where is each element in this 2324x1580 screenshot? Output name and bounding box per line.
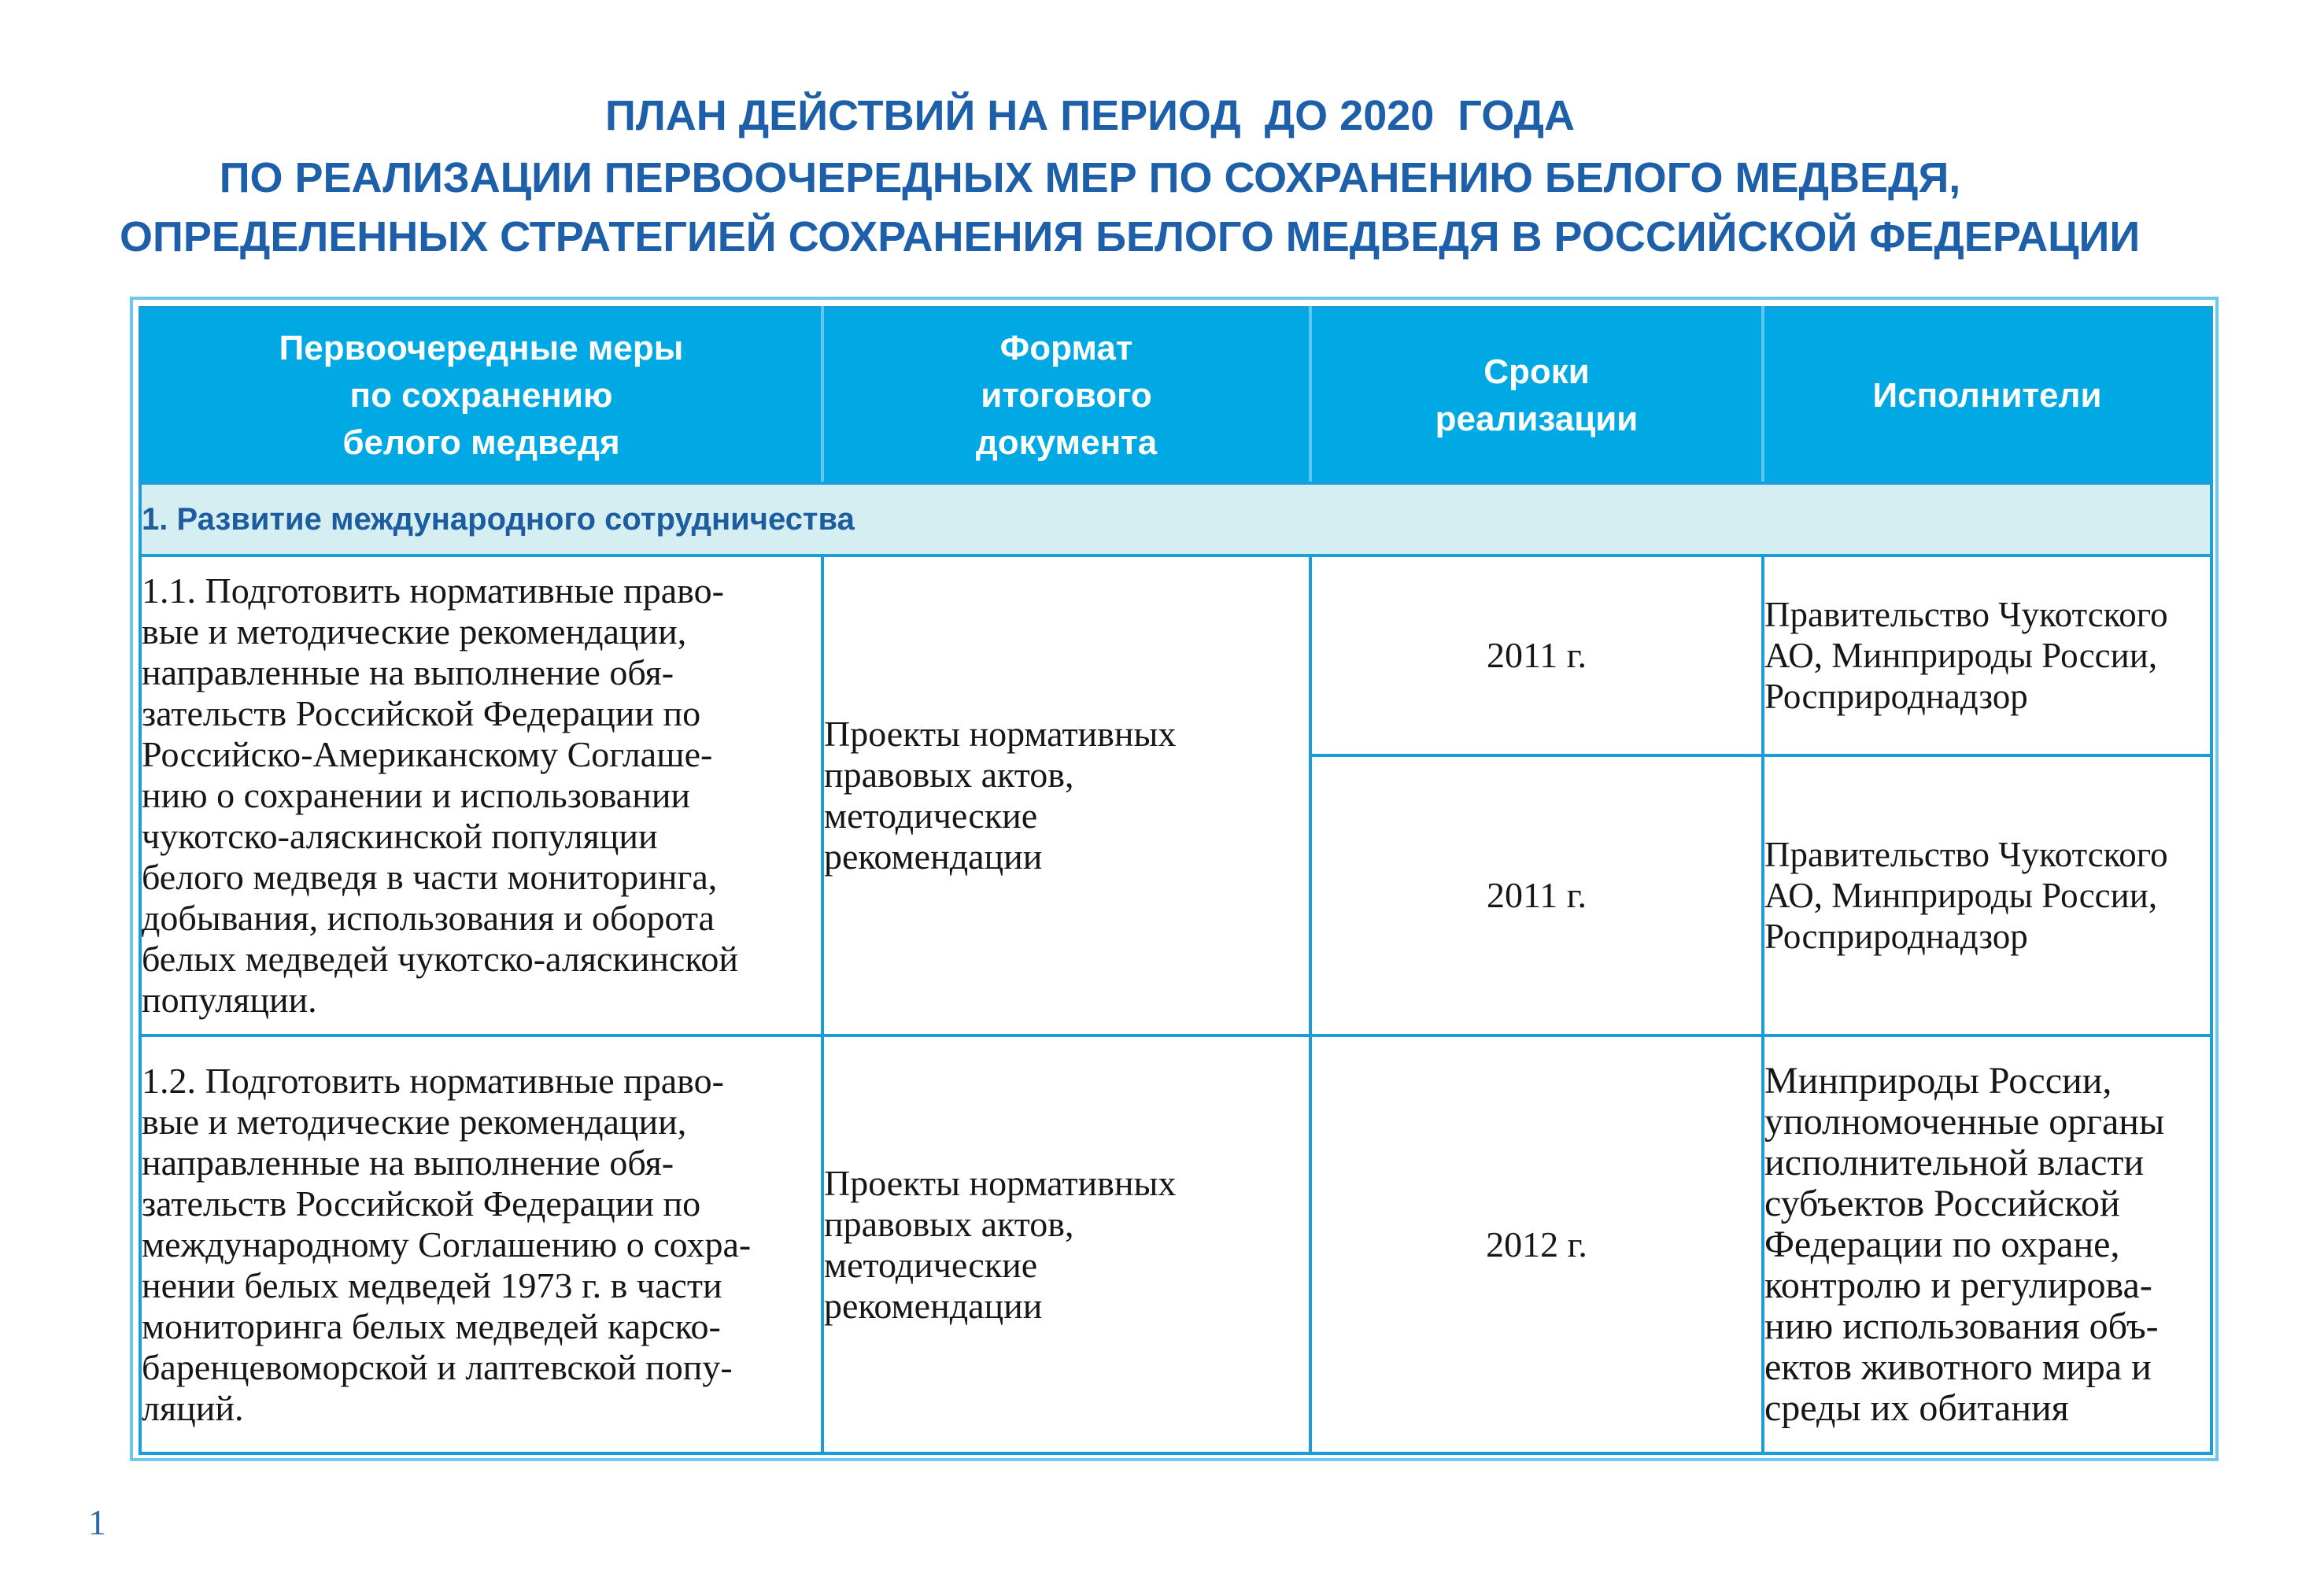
header-document-format: Формат итогового документа (822, 308, 1310, 483)
executors-1-1-b: Правительство Чукотского АО, Минприроды России, Росприроднадзор (1763, 755, 2211, 1035)
page-title-line-1: ПЛАН ДЕЙСТВИЙ НА ПЕРИОД ДО 2020 ГОДА (605, 92, 1575, 139)
page-number: 1 (88, 1502, 106, 1542)
table-row (140, 556, 2211, 755)
executors-1-1-a: Правительство Чукотского АО, Минприроды России, Росприроднадзор (1763, 556, 2211, 755)
executors-1-2: Минприроды России, уполномоченные органы исполнительной власти субъектов Российской Федерации по охране, контролю и регулирова- нию использования объ- ектов животного мира и среды их обитания (1763, 1035, 2211, 1453)
header-priority-measures: Первоочередные меры по сохранению белого медведя (140, 308, 822, 483)
table-header-row (140, 308, 2211, 483)
term-1-1-b: 2011 г. (1310, 755, 1763, 1035)
page-title-line-2: ПО РЕАЛИЗАЦИИ ПЕРВООЧЕРЕДНЫХ МЕР ПО СОХРАНЕНИЮ БЕЛОГО МЕДВЕДЯ, (219, 154, 1961, 201)
section-row (140, 483, 2211, 556)
action-plan-table (139, 306, 2213, 1455)
format-1-2: Проекты нормативных правовых актов, методические рекомендации (822, 1035, 1310, 1453)
header-deadlines: Сроки реализации (1310, 308, 1763, 483)
measure-1-2: 1.2. Подготовить нормативные право- вые и методические рекомендации, направленные на выполнение обя- зательств Российской Федерации по международному Соглашению о сохра- нении белых медведей 1973 г. в части мониторинга белых медведей карско- баренцевоморской и лаптевской попу- ляций. (140, 1035, 822, 1453)
section-title: 1. Развитие международного сотрудничества (140, 483, 2211, 556)
measure-1-1: 1.1. Подготовить нормативные право- вые и методические рекомендации, направленные на выполнение обя- зательств Российской Федерации по Российско-Американскому Соглаше- нию о сохранении и использовании чукотско-аляскинской популяции белого медведя в части мониторинга, добывания, использования и оборота белых медведей чукотско-аляскинской популяции. (140, 556, 822, 1035)
format-1-1: Проекты нормативных правовых актов, методические рекомендации (822, 556, 1310, 1035)
page-title-line-3: ОПРЕДЕЛЕННЫХ СТРАТЕГИЕЙ СОХРАНЕНИЯ БЕЛОГО МЕДВЕДЯ В РОССИЙСКОЙ ФЕДЕРАЦИИ (120, 213, 2141, 260)
header-executors: Исполнители (1763, 308, 2211, 483)
term-1-2: 2012 г. (1310, 1035, 1763, 1453)
term-1-1-a: 2011 г. (1310, 556, 1763, 755)
table-row (140, 1035, 2211, 1453)
